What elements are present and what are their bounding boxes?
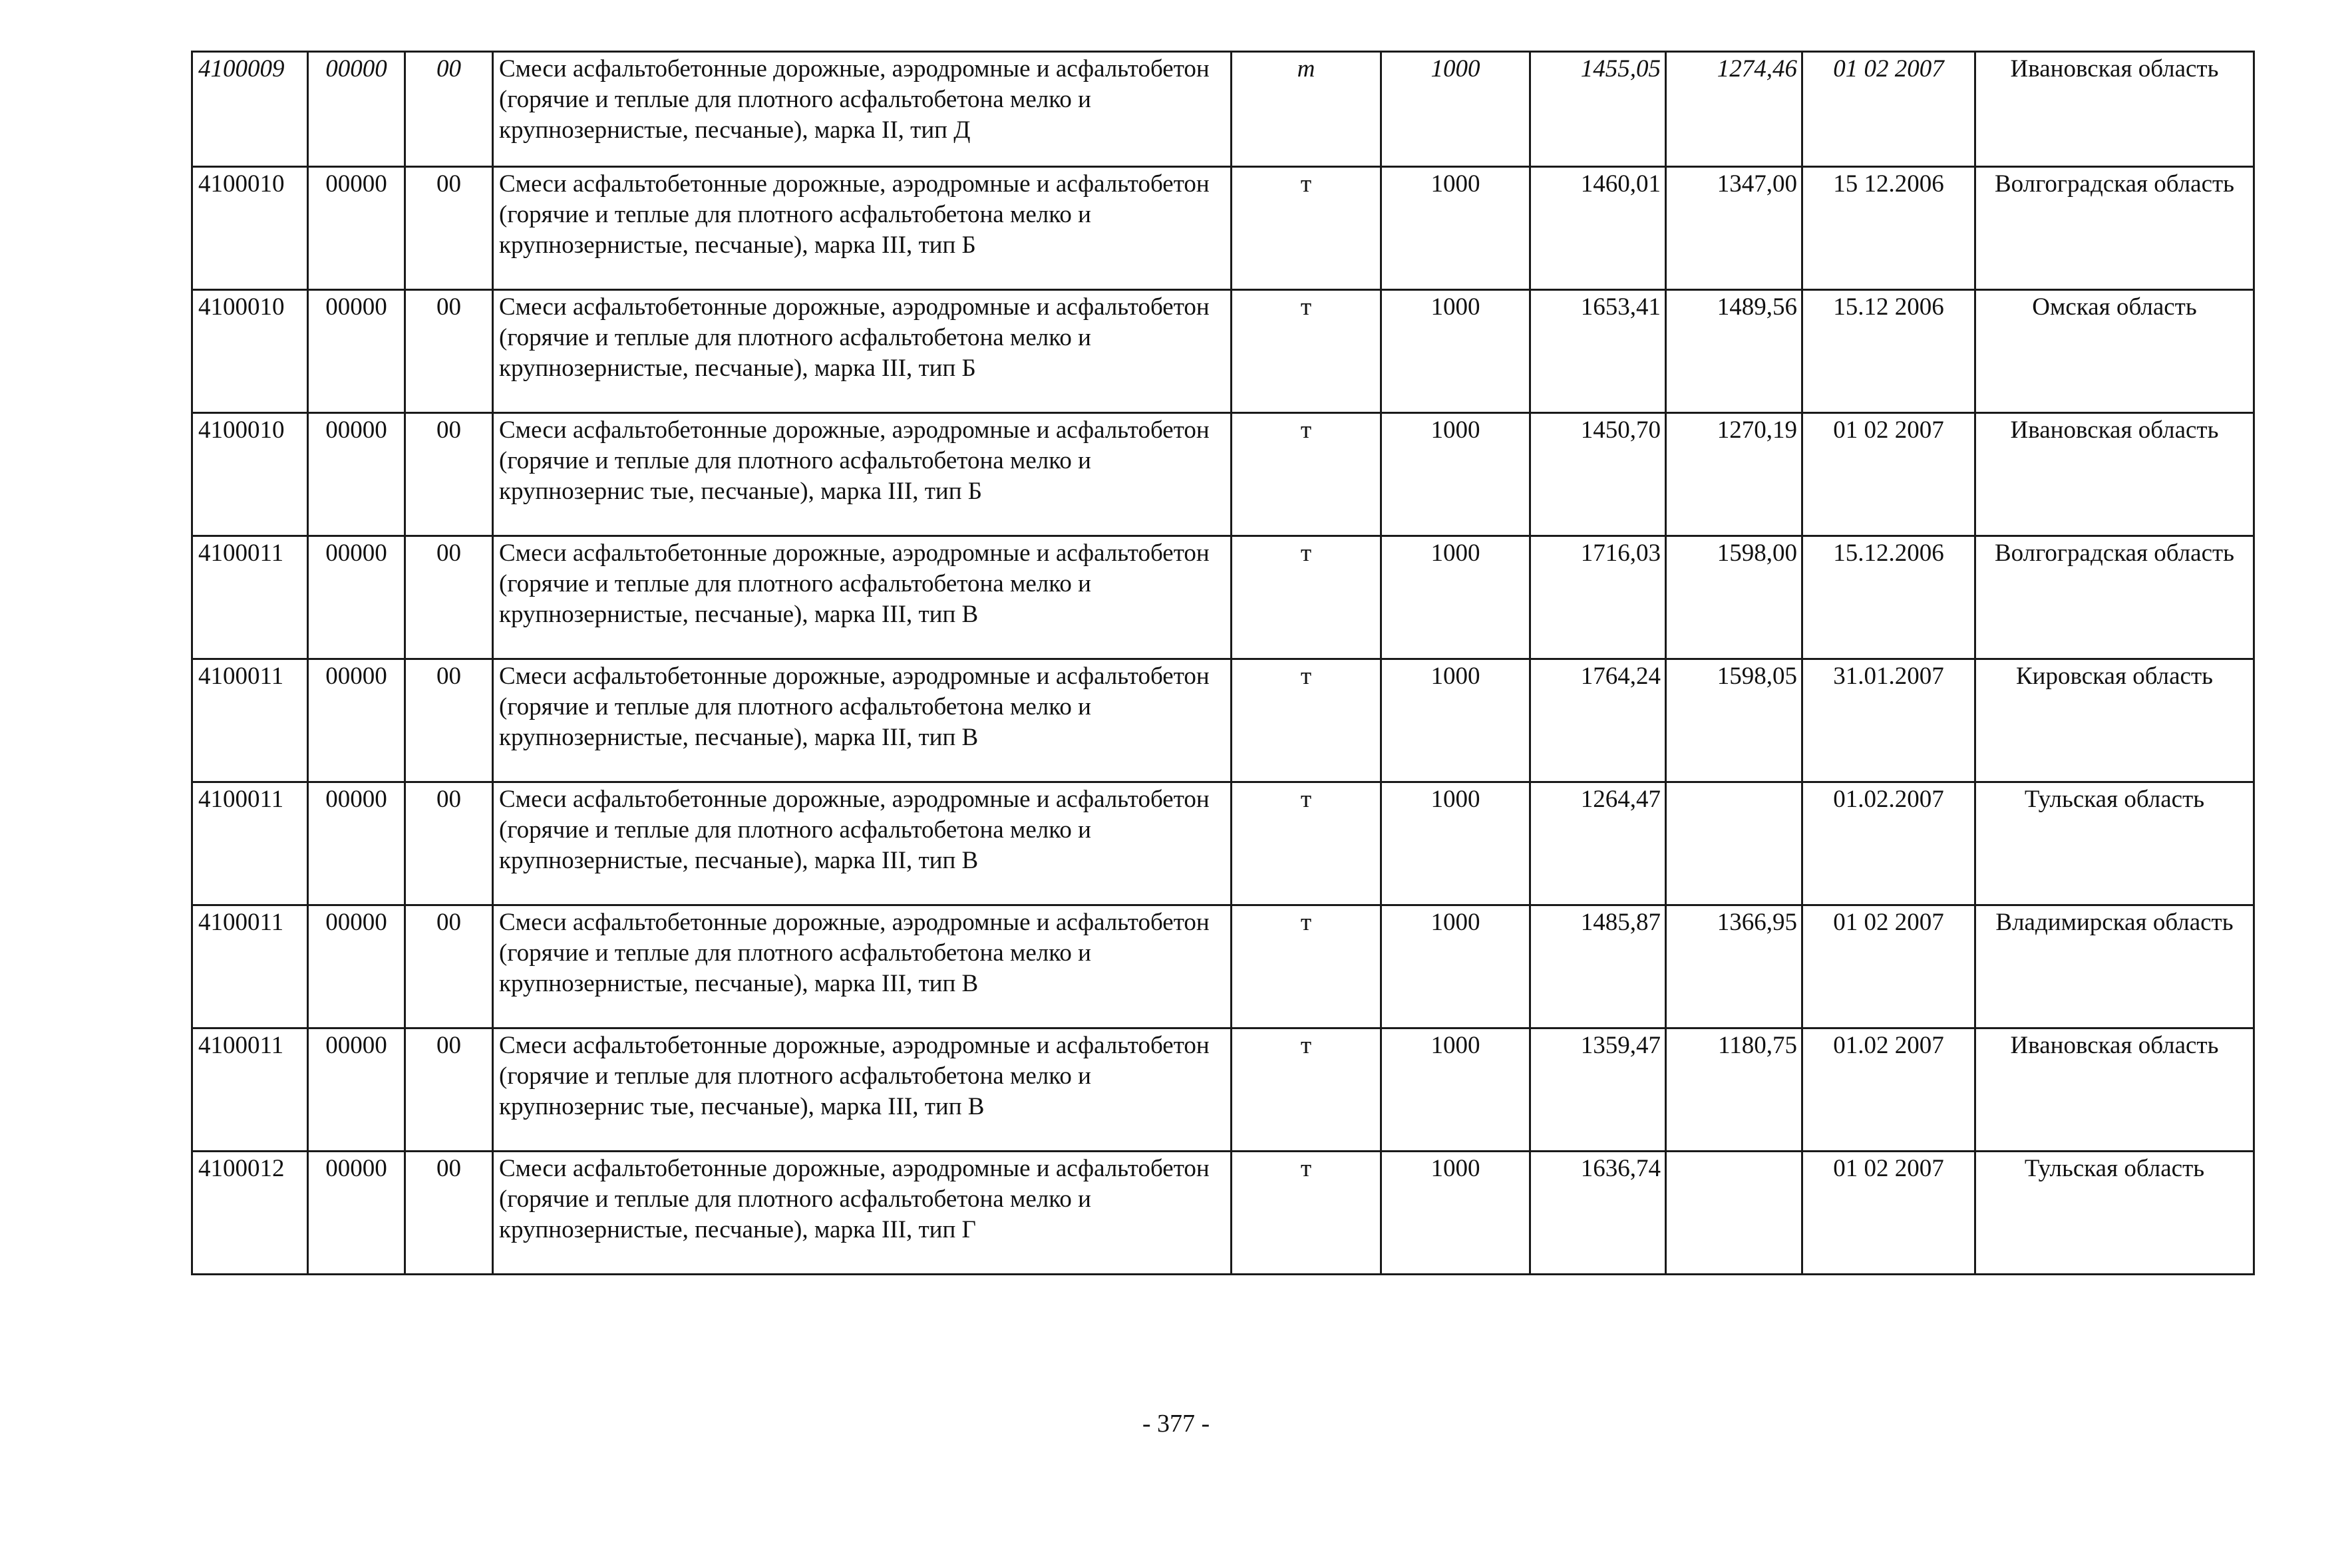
unit-cell: т [1232,905,1381,1028]
price-cell-2: 1366,95 [1666,905,1802,1028]
subcode-cell: 00000 [308,413,405,536]
region-cell: Тульская область [1975,782,2254,905]
table-row [192,782,2254,905]
table-row [192,659,2254,782]
subcode2-cell: 00 [405,659,493,782]
name-cell: Смеси асфальтобетонные дорожные, аэродромные и асфальтобетон (горячие и теплые для плотного асфальтобетона мелко и крупнозернистые, песчаные), марка III, тип В [493,905,1232,1028]
date-cell: 15.12 2006 [1802,290,1975,413]
price-cell: 1764,24 [1530,659,1666,782]
table-row [192,290,2254,413]
subcode2-cell: 00 [405,536,493,659]
price-cell: 1455,05 [1530,52,1666,167]
name-cell: Смеси асфальтобетонные дорожные, аэродромные и асфальтобетон (горячие и теплые для плотного асфальтобетона мелко и крупнозернис тые, песчаные), марка III, тип В [493,1028,1232,1152]
subcode2-cell: 00 [405,413,493,536]
region-cell: Ивановская область [1975,1028,2254,1152]
price-cell: 1450,70 [1530,413,1666,536]
price-cell-2 [1666,782,1802,905]
quantity-cell: 1000 [1381,536,1530,659]
date-cell: 01 02 2007 [1802,52,1975,167]
price-cell-2: 1270,19 [1666,413,1802,536]
name-cell: Смеси асфальтобетонные дорожные, аэродромные и асфальтобетон (горячие и теплые для плотного асфальтобетона мелко и крупнозернистые, песчаные), марка III, тип В [493,782,1232,905]
table-row [192,1152,2254,1275]
name-cell: Смеси асфальтобетонные дорожные, аэродромные и асфальтобетон (горячие и теплые для плотного асфальтобетона мелко и крупнозернистые, песчаные), марка III, тип Г [493,1152,1232,1275]
code-cell: 4100011 [192,1028,308,1152]
subcode-cell: 00000 [308,167,405,290]
table-row [192,167,2254,290]
quantity-cell: 1000 [1381,1152,1530,1275]
quantity-cell: 1000 [1381,167,1530,290]
region-cell: Кировская область [1975,659,2254,782]
price-cell: 1460,01 [1530,167,1666,290]
subcode2-cell: 00 [405,290,493,413]
subcode-cell: 00000 [308,290,405,413]
subcode-cell: 00000 [308,1028,405,1152]
unit-cell: т [1232,167,1381,290]
price-cell: 1264,47 [1530,782,1666,905]
quantity-cell: 1000 [1381,52,1530,167]
date-cell: 01.02.2007 [1802,782,1975,905]
name-cell: Смеси асфальтобетонные дорожные, аэродромные и асфальтобетон (горячие и теплые для плотного асфальтобетона мелко и крупнозернистые, песчаные), марка III, тип В [493,659,1232,782]
unit-cell: т [1232,290,1381,413]
name-cell: Смеси асфальтобетонные дорожные, аэродромные и асфальтобетон (горячие и теплые для плотного асфальтобетона мелко и крупнозернистые, песчаные), марка III, тип Б [493,167,1232,290]
price-cell: 1636,74 [1530,1152,1666,1275]
date-cell: 01.02 2007 [1802,1028,1975,1152]
code-cell: 4100010 [192,290,308,413]
subcode2-cell: 00 [405,905,493,1028]
date-cell: 01 02 2007 [1802,413,1975,536]
date-cell: 15 12.2006 [1802,167,1975,290]
region-cell: Омская область [1975,290,2254,413]
unit-cell: т [1232,1028,1381,1152]
code-cell: 4100011 [192,536,308,659]
date-cell: 15.12.2006 [1802,536,1975,659]
quantity-cell: 1000 [1381,1028,1530,1152]
date-cell: 01 02 2007 [1802,1152,1975,1275]
unit-cell: т [1232,536,1381,659]
quantity-cell: 1000 [1381,782,1530,905]
code-cell: 4100012 [192,1152,308,1275]
unit-cell: т [1232,413,1381,536]
price-cell-2: 1598,05 [1666,659,1802,782]
name-cell: Смеси асфальтобетонные дорожные, аэродромные и асфальтобетон (горячие и теплые для плотного асфальтобетона мелко и крупнозернистые, песчаные), марка III, тип В [493,536,1232,659]
table-row [192,1028,2254,1152]
table-row [192,536,2254,659]
price-cell: 1653,41 [1530,290,1666,413]
table-row [192,413,2254,536]
price-cell: 1359,47 [1530,1028,1666,1152]
name-cell: Смеси асфальтобетонные дорожные, аэродромные и асфальтобетон (горячие и теплые для плотного асфальтобетона мелко и крупнозернис тые, песчаные), марка III, тип Б [493,413,1232,536]
name-cell: Смеси асфальтобетонные дорожные, аэродромные и асфальтобетон (горячие и теплые для плотного асфальтобетона мелко и крупнозернистые, песчаные), марка III, тип Б [493,290,1232,413]
quantity-cell: 1000 [1381,413,1530,536]
page-number: - 377 - [1142,1410,1210,1438]
region-cell: Волгоградская область [1975,167,2254,290]
code-cell: 4100010 [192,167,308,290]
subcode-cell: 00000 [308,905,405,1028]
subcode2-cell: 00 [405,1028,493,1152]
subcode-cell: 00000 [308,536,405,659]
quantity-cell: 1000 [1381,659,1530,782]
price-cell-2: 1489,56 [1666,290,1802,413]
subcode2-cell: 00 [405,52,493,167]
unit-cell: т [1232,52,1381,167]
subcode2-cell: 00 [405,1152,493,1275]
region-cell: Владимирская область [1975,905,2254,1028]
region-cell: Тульская область [1975,1152,2254,1275]
quantity-cell: 1000 [1381,290,1530,413]
region-cell: Ивановская область [1975,413,2254,536]
date-cell: 01 02 2007 [1802,905,1975,1028]
price-cell-2: 1347,00 [1666,167,1802,290]
price-cell: 1485,87 [1530,905,1666,1028]
code-cell: 4100011 [192,659,308,782]
quantity-cell: 1000 [1381,905,1530,1028]
date-cell: 31.01.2007 [1802,659,1975,782]
code-cell: 4100010 [192,413,308,536]
code-cell: 4100011 [192,782,308,905]
price-table [191,51,2255,1275]
subcode-cell: 00000 [308,52,405,167]
name-cell: Смеси асфальтобетонные дорожные, аэродромные и асфальтобетон (горячие и теплые для плотного асфальтобетона мелко и крупнозернистые, песчаные), марка II, тип Д [493,52,1232,167]
subcode-cell: 00000 [308,1152,405,1275]
code-cell: 4100011 [192,905,308,1028]
price-cell-2 [1666,1152,1802,1275]
price-cell-2: 1180,75 [1666,1028,1802,1152]
code-cell: 4100009 [192,52,308,167]
unit-cell: т [1232,782,1381,905]
unit-cell: т [1232,659,1381,782]
price-cell-2: 1274,46 [1666,52,1802,167]
price-cell-2: 1598,00 [1666,536,1802,659]
subcode2-cell: 00 [405,167,493,290]
region-cell: Ивановская область [1975,52,2254,167]
price-cell: 1716,03 [1530,536,1666,659]
subcode-cell: 00000 [308,659,405,782]
unit-cell: т [1232,1152,1381,1275]
table-row [192,52,2254,167]
table-row [192,905,2254,1028]
subcode2-cell: 00 [405,782,493,905]
subcode-cell: 00000 [308,782,405,905]
region-cell: Волгоградская область [1975,536,2254,659]
